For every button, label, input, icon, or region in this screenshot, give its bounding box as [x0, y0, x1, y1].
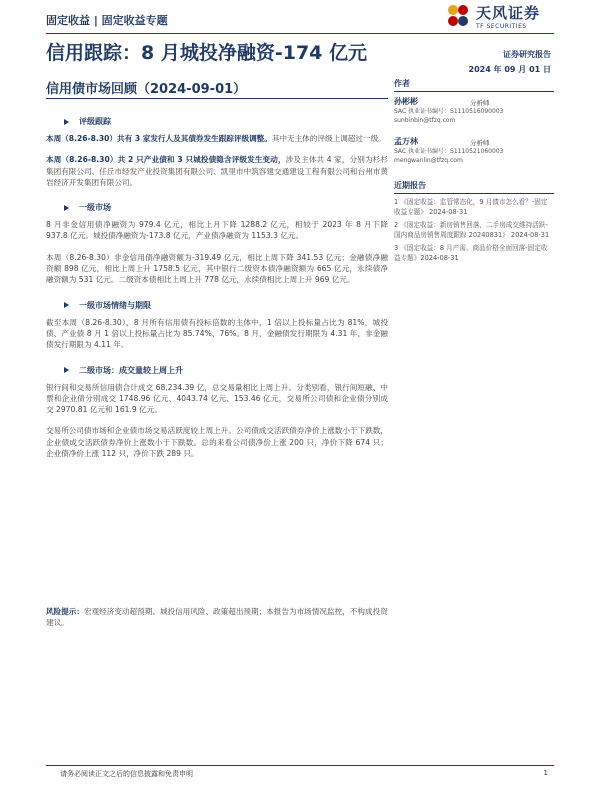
main-content	[46, 112, 388, 469]
recent-report-link[interactable]: 2 《固定收益：新房销售回落，二手房成交维持活跃-国内商品房销售周度跟踪 20240831》 2024-08-31	[394, 221, 550, 239]
bullet-triangle-icon	[64, 119, 69, 125]
author-name: 孙彬彬	[394, 97, 418, 106]
logo-mark-icon	[444, 2, 472, 30]
author-card	[394, 136, 554, 172]
section-heading: 一级市场情绪与期限	[64, 300, 388, 311]
author-name: 孟万林	[394, 137, 418, 146]
section-heading: 评级跟踪	[64, 116, 388, 127]
author-email[interactable]: mengwanlin@tfzq.com	[394, 157, 463, 164]
authors-header: 作者	[394, 78, 554, 92]
report-category: 固定收益 | 固定收益专题	[46, 14, 168, 27]
footer-disclaimer: 请务必阅读正文之后的信息披露和免责申明	[60, 770, 193, 778]
author-role: 分析师	[470, 99, 490, 107]
page-title: 信用跟踪：8 月城投净融资-174 亿元	[46, 42, 367, 64]
subtitle-divider	[46, 98, 388, 99]
recent-report-link[interactable]: 1 《固定收益：监管常态化，9 月债市怎么看？-固定收益专题》 2024-08-31	[394, 198, 548, 216]
logo-en-text: TF SECURITIES	[476, 23, 527, 30]
paragraph: 本周（8.26-8.30）共 2 只产业债和 3 只城投债隐含评级发生变动，涉及主体共 4 家，分别为杉杉集团有限公司、任丘市经发产业投资集团有限公司、凯里市中筑容建交通建设工程有限公司和台州市黄岩经济开发集团有限公司。	[46, 155, 388, 187]
risk-warning: 风险提示：宏观经济变动超预期、城投信用风险、政策超出预期；本报告为市场情况监控，不构成投资建议。	[46, 607, 388, 628]
author-email[interactable]: sunbinbin@tfzq.com	[394, 117, 456, 124]
bullet-triangle-icon	[64, 302, 69, 308]
report-type: 证券研究报告	[503, 50, 551, 59]
sidebar	[394, 78, 554, 263]
paragraph: 本周（8.26-8.30）共有 3 家发行人及其债券发生跟踪评级调整。其中无主体的评级上调超过一级。	[46, 134, 386, 143]
section-heading: 一级市场	[64, 202, 388, 213]
paragraph: 交易所公司债市场和企业债市场交易活跃度较上周上升。公司债成交活跃债券净价上涨数小于下跌数，企业债成交活跃债券净价上涨数小于下跌数。总的来看公司债净价上涨 200 只，净价下降 674 只；企业债净价上涨 112 只，净价下跌 289 只。	[46, 426, 388, 459]
report-date: 2024 年 09 月 01 日	[468, 65, 551, 74]
bullet-triangle-icon	[64, 205, 69, 211]
page-subtitle: 信用债市场回顾（2024-09-01）	[46, 82, 247, 97]
author-license: SAC 执业证书编号：S1110521060003	[394, 148, 504, 155]
paragraph: 8 月非金信用债净融资为 979.4 亿元，相比上月下降 1288.2 亿元，相较于 2023 年 8 月下降 937.8 亿元。城投债净融资为-173.8 亿元，产业债净融资为 1153.3 亿元。	[46, 220, 388, 241]
footer-divider	[46, 765, 554, 766]
top-divider	[46, 33, 554, 34]
bullet-triangle-icon	[64, 367, 69, 373]
paragraph: 截至本周（8.26-8.30），8 月所有信用债有投标倍数的主体中，1 倍以上投标量占比为 81%，城投债、产业债 8 月 1 倍以上投标量占比为 85.74%、76%。8 月，金融债发行期限为 4.31 年，非金融债发行期限为 4.11 年。	[46, 317, 388, 350]
author-license: SAC 执业证书编号：S1110516090003	[394, 108, 504, 115]
author-card	[394, 96, 554, 132]
recent-reports-header: 近期报告	[394, 180, 554, 194]
paragraph: 本周（8.26-8.30）非金信用债净融资额为-319.49 亿元，相比上周下降 341.53 亿元；金融债净融资额 898 亿元，相比上周上升 1758.5 亿元，其中银行二级资本债净融资额为 665 亿元，永续债净融资额为 531 亿元。二级资本债相比上周上升 778 亿元，永续债相比上周上升 969 亿元。	[46, 252, 388, 285]
recent-report-link[interactable]: 3 《固定收益：8 月产需、商品价格全面回落-固定收益专题》2024-08-31	[394, 244, 548, 262]
author-role: 分析师	[470, 139, 490, 147]
page-number: 1	[543, 769, 548, 777]
section-heading: 二级市场：成交量较上周上升	[64, 365, 388, 376]
paragraph: 银行间和交易所信用债合计成交 68,234.39 亿，总交易量相比上周上升。分类别看，银行间短融、中票和企业债分别成交 1748.96 亿元、4043.74 亿元、153.46 亿元，交易所公司债和企业债分别成交 2970.81 亿元和 161.9 亿元。	[46, 382, 388, 415]
company-logo	[444, 2, 540, 30]
logo-cn-text: 天风证券	[476, 4, 541, 22]
